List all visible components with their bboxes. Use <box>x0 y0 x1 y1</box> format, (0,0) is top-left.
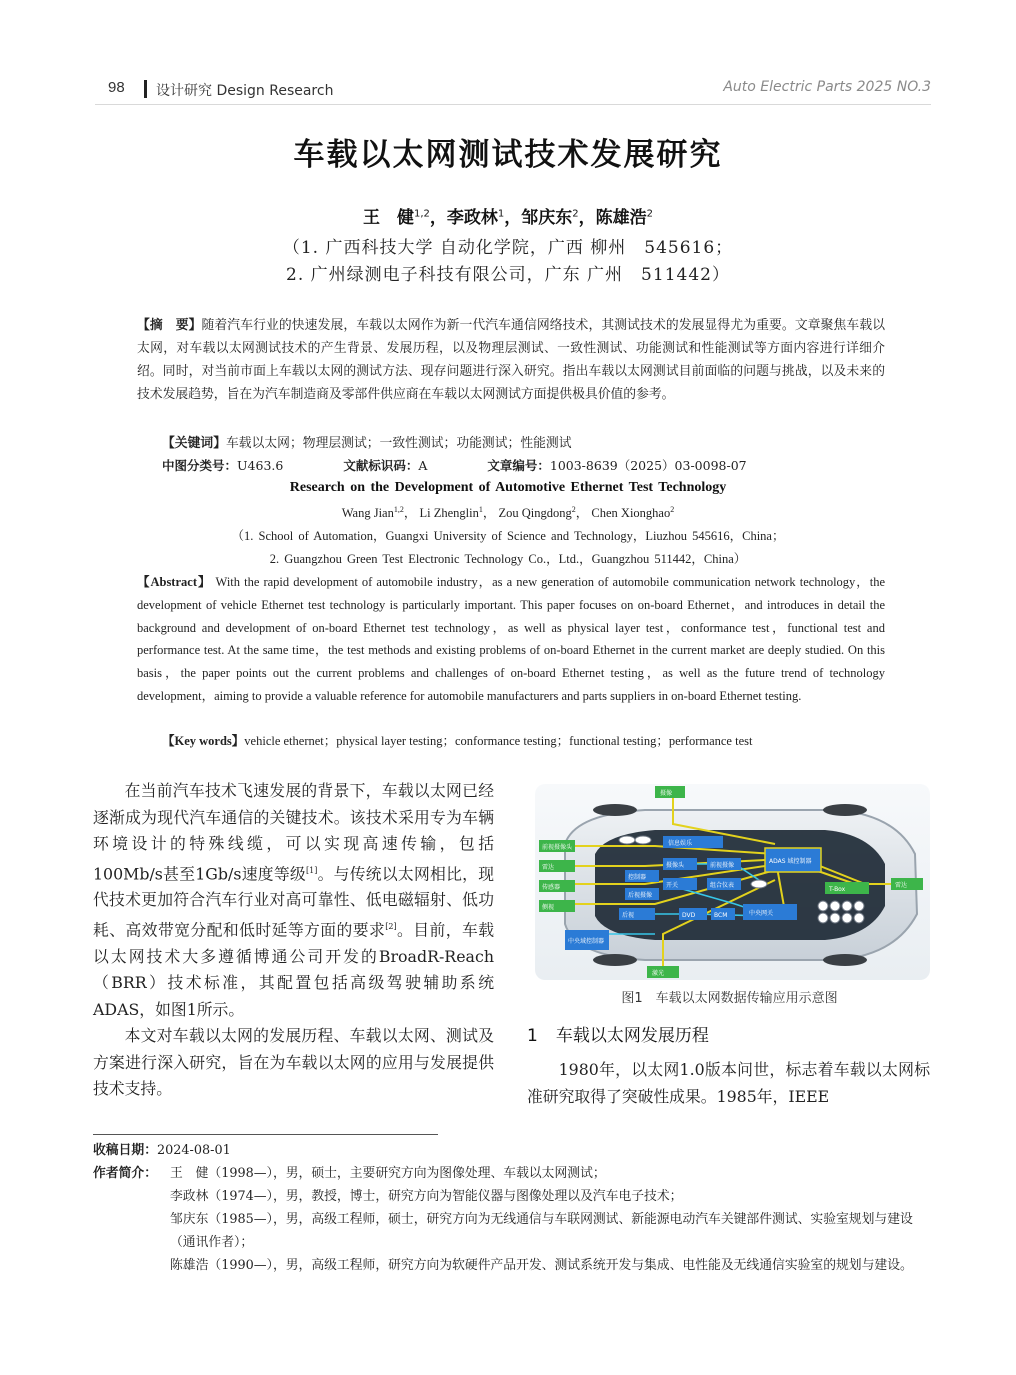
doc-code-label: 文献标识码： <box>343 458 419 473</box>
doc-code-value: A <box>418 458 428 473</box>
author-bio: 陈雄浩（1990—），男，高级工程师，研究方向为软硬件产品开发、测试系统开发与集成、电性能及无线通信实验室的规划与建设。 <box>170 1258 913 1273</box>
wheel-icon <box>593 954 637 966</box>
english-title: Research on the Development of Automotive Ethernet Test Technology <box>289 480 727 495</box>
node-label: 控制器 <box>628 874 647 881</box>
node-label: 传感器 <box>542 884 561 891</box>
body-text: 。目前，车载以太网技术大多遵循博通公司开发的BroadR-Reach（BRR）技术标准，其配置包括高级驾驶辅助系统ADAS，如图1所示。 <box>93 920 494 1019</box>
wheel-icon <box>823 804 867 816</box>
clc-label: 中图分类号： <box>162 458 238 473</box>
author-affil-sup: 2 <box>571 504 576 514</box>
author-name: Wang Jian <box>341 506 394 520</box>
node-label: DVD <box>682 912 696 919</box>
node-label: 中央域控制器 <box>568 938 605 945</box>
bio-label: 作者简介： <box>93 1166 157 1181</box>
node-label: 前视摄像头 <box>542 844 573 851</box>
vehicle-network-diagram <box>535 784 930 980</box>
author-name: Chen Xionghao <box>591 506 671 520</box>
node-label: 组合仪表 <box>710 882 735 889</box>
body-right-column <box>527 1057 930 1110</box>
wheel-icon <box>593 804 637 816</box>
author-affil-sup: 1 <box>478 504 483 514</box>
author-name: 李政林 <box>446 208 498 228</box>
received-label: 收稿日期： <box>93 1143 157 1158</box>
footnotes <box>93 1139 923 1277</box>
author-affil-sup: 1,2 <box>413 208 430 220</box>
node-label: 侧视 <box>542 904 555 911</box>
keywords-en-label: 【Key words】 <box>162 734 245 748</box>
article-no-label: 文章编号： <box>487 458 550 473</box>
author-name: 邹庆东 <box>521 208 573 228</box>
body-paragraph <box>93 778 494 1023</box>
header-divider <box>144 80 147 98</box>
section-number: 1 <box>527 1026 538 1046</box>
abstract-label: 【摘 要】 <box>137 318 202 333</box>
abstract-en-text: With the rapid development of automobile industry，as a new generation of automobile communication network technology，the development of vehicle Ethernet test technology is particularly important. This paper focuses on on-board Ethernet，and introduces in detail the background and development of on-board Ethernet test technology，as well as physical layer test，conformance test，functional test and performance test. At the same time，the test methods and existing problems of on-board Ethernet in the current market are deeply studied. On this basis，the paper points out the current problems and challenges of on-board Ethernet testing，as well as the future trend of technology development，aiming to provide a valuable reference for automobile manufacturers and parts suppliers in on-board Ethernet testing. <box>137 575 886 703</box>
english-affiliation-line: （1. School of Automation，Guangxi University of Science and Technology，Liuzhou 545616，China； <box>231 529 785 543</box>
paper-title: 车载以太网测试技术发展研究 <box>293 137 723 173</box>
author-bio: 邹庆东（1985—），男，高级工程师，硕士，研究方向为无线通信与车联网测试、新能源电动汽车关键部件测试、实验室规划与建设（通讯作者）； <box>170 1212 913 1250</box>
body-paragraph: 本文对车载以太网的发展历程、车载以太网、测试及方案进行深入研究，旨在为车载以太网的应用与发展提供技术支持。 <box>93 1026 494 1099</box>
figure-caption: 图1 车载以太网数据传输应用示意图 <box>621 991 838 1006</box>
node-label: ADAS 域控制器 <box>769 858 812 865</box>
figure-1-diagram <box>535 784 930 980</box>
node-label: 激光 <box>652 970 665 977</box>
english-affiliation-line: 2. Guangzhou Green Test Electronic Technology Co.，Ltd.，Guangzhou 511442，China） <box>269 552 747 566</box>
clc-value: U463.6 <box>237 458 284 473</box>
header-rule <box>95 104 931 105</box>
english-authors: Wang Jian$^{1,2}$， Li Zhenglin$^1$， Zou Qingdong$^2$， Chen Xionghao$^2$ <box>341 504 675 520</box>
keywords-text: 车载以太网；物理层测试；一致性测试；功能测试；性能测试 <box>225 436 572 451</box>
citation-ref: [2] <box>385 921 397 931</box>
keywords-label: 【关键词】 <box>162 436 226 451</box>
node-label: 后视摄像 <box>628 892 653 899</box>
page-number: 98 <box>108 79 125 96</box>
footnote-rule <box>93 1134 438 1135</box>
author-bio: 王 健（1998—），男，硕士，主要研究方向为图像处理、车载以太网测试； <box>170 1166 606 1181</box>
section-title: 车载以太网发展历程 <box>555 1026 709 1046</box>
body-paragraph: 1980年，以太网1.0版本问世，标志着车载以太网标准研究取得了突破性成果。1985年，IEEE <box>527 1060 930 1106</box>
node-label: 信息娱乐 <box>668 840 693 847</box>
classification-line <box>162 456 803 474</box>
node-label: 开关 <box>666 882 679 889</box>
author-bio: 李政林（1974—），男，教授，博士，研究方向为智能仪器与图像处理以及汽车电子技术； <box>170 1189 683 1204</box>
keywords-zh <box>162 432 572 451</box>
author-affil-sup: 2 <box>646 208 654 220</box>
received-date: 2024-08-01 <box>156 1143 231 1158</box>
node-label: 雷达 <box>542 864 555 871</box>
citation-ref: [1] <box>305 865 318 875</box>
affiliation-line: 2. 广州绿测电子科技有限公司，广东 广州 511442） <box>286 265 730 285</box>
author-affil-sup: 1 <box>497 208 505 220</box>
node-label: 前视摄像 <box>710 862 735 869</box>
received-date-line <box>93 1139 923 1162</box>
author-list: 王 健$^{1,2}$，李政林$^1$，邹庆东$^2$，陈雄浩$^2$ <box>362 208 654 228</box>
affiliation-line: （1. 广西科技大学 自动化学院，广西 柳州 545616； <box>282 238 734 258</box>
node-label: T-Box <box>829 886 846 893</box>
abstract-en <box>137 571 885 708</box>
author-bio-line <box>93 1162 923 1185</box>
body-left-column <box>93 778 494 1103</box>
body-text: 在当前汽车技术飞速发展的背景下，车载以太网已经逐渐成为现代汽车通信的关键技术。该技术采用专为车辆环境设计的特殊线缆，可以实现高速传输，包括100Mb/s甚至1Gb/s速度等级 <box>93 781 494 883</box>
node-label: BCM <box>714 912 728 919</box>
abstract-text: 随着汽车行业的快速发展，车载以太网作为新一代汽车通信网络技术，其测试技术的发展显得尤为重要。文章聚焦车载以太网，对车载以太网测试技术的产生背景、发展历程，以及物理层测试、一致性测试、功能测试和性能测试等方面内容进行详细介绍。同时，对当前市面上车载以太网的测试方法、现存问题进行深入研究。指出车载以太网测试目前面临的问题与挑战，以及未来的技术发展趋势，旨在为汽车制造商及零部件供应商在车载以太网测试方面提供极具价值的参考。 <box>137 318 886 402</box>
node-label: 后视 <box>622 912 635 919</box>
author-name: 陈雄浩 <box>595 208 647 228</box>
node-label: 摄像头 <box>666 862 685 869</box>
abstract-en-label: 【Abstract】 <box>137 575 212 589</box>
keywords-en <box>162 731 752 749</box>
author-name: Li Zhenglin <box>419 506 479 520</box>
section-name: 设计研究 Design Research <box>156 83 334 99</box>
journal-name: Auto Electric Parts 2025 NO.3 <box>723 79 931 95</box>
node-label: 中央网关 <box>749 910 774 917</box>
node-label: 雷达 <box>895 882 908 889</box>
author-affil-sup: 1,2 <box>393 504 404 514</box>
author-name: 王 健 <box>362 208 414 228</box>
section-heading <box>527 1021 727 1046</box>
wheel-icon <box>823 954 867 966</box>
running-header <box>95 77 931 103</box>
author-affil-sup: 2 <box>572 208 579 220</box>
author-name: Zou Qingdong <box>498 506 572 520</box>
abstract-zh <box>137 314 885 406</box>
article-no-value: 1003-8639（2025）03-0098-07 <box>549 458 747 473</box>
body-text: 。与传统以太网相比，现代技术更加符合汽车行业对高可靠性、低电磁辐射、低功耗、高效带宽分配和低时延等方面的要求 <box>93 863 494 940</box>
author-affil-sup: 2 <box>670 504 675 514</box>
keywords-en-text: vehicle ethernet；physical layer testing；conformance testing；functional testing；performance test <box>244 734 753 748</box>
node-label: 摄像 <box>660 790 673 797</box>
